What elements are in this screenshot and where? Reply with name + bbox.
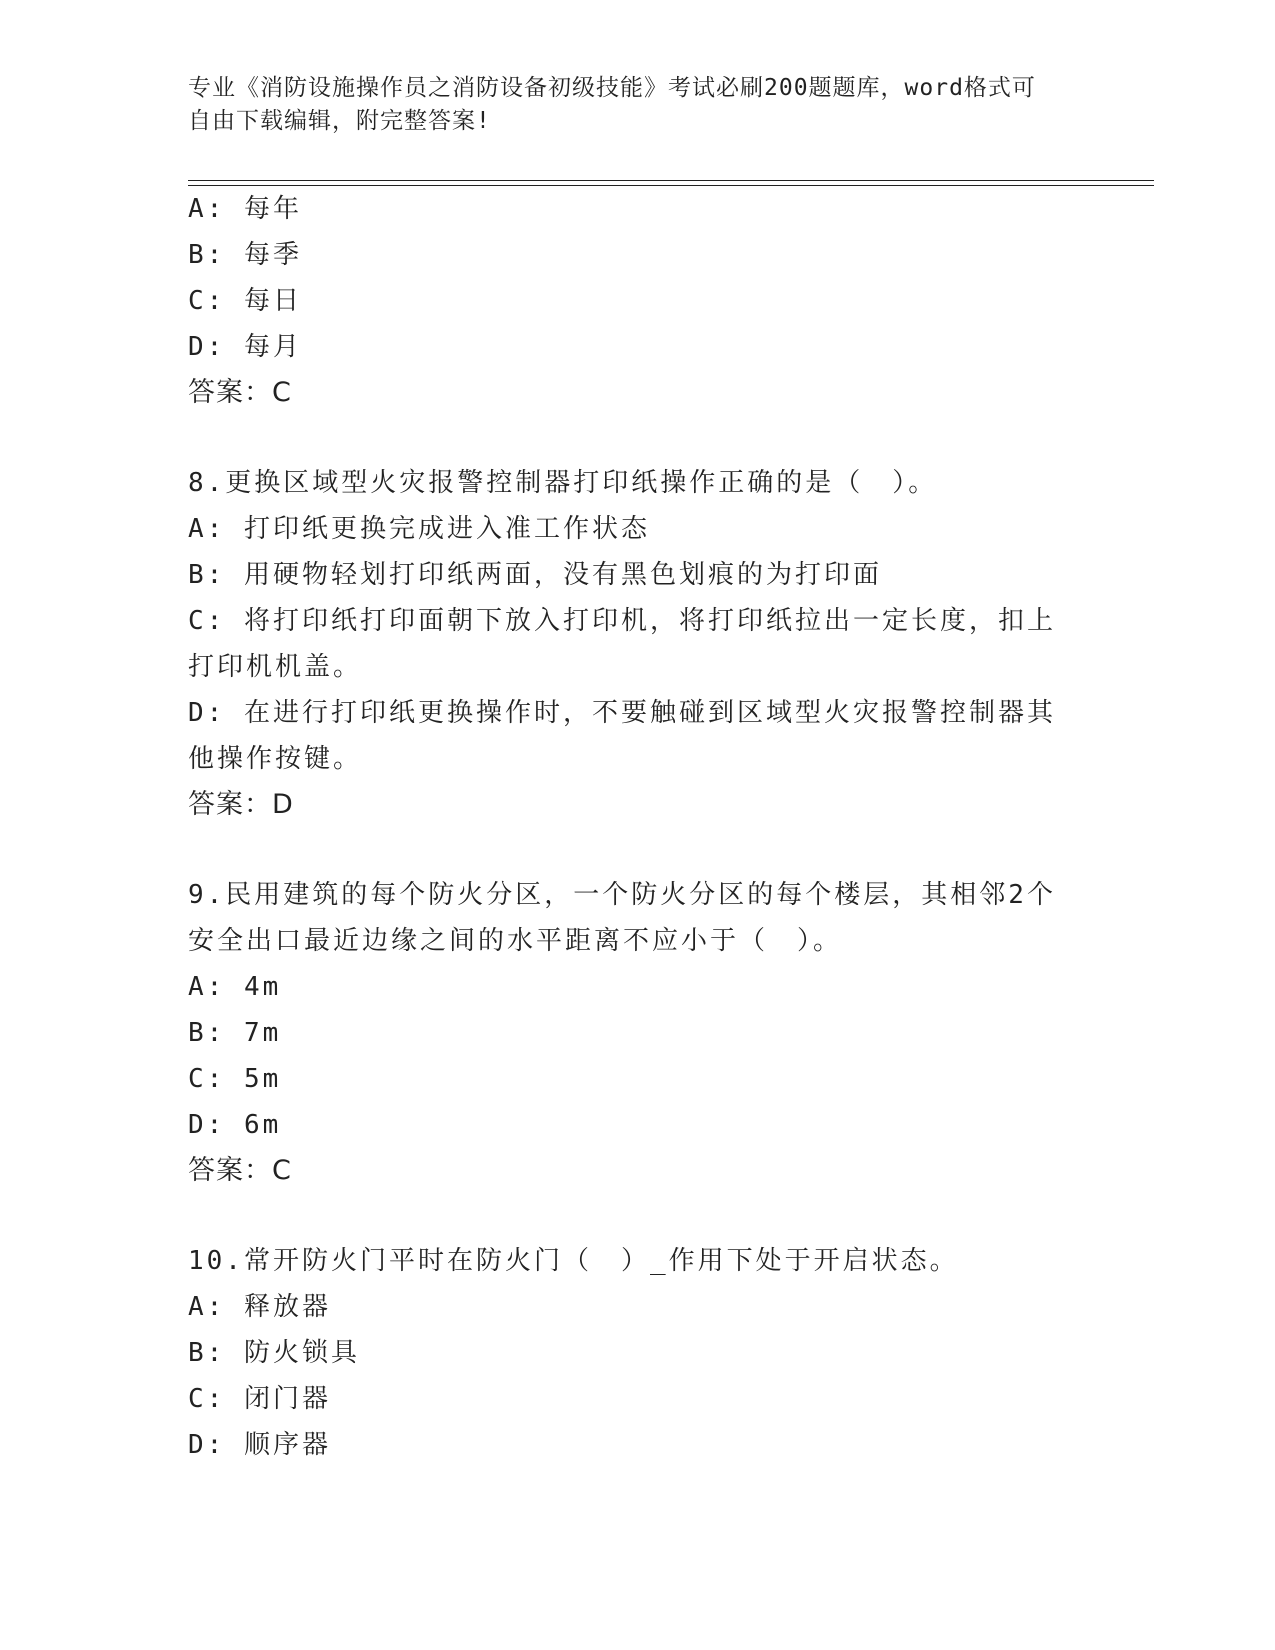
question-7-block <box>188 186 1088 416</box>
spacer <box>188 416 1088 460</box>
question-10-block <box>188 1238 1088 1468</box>
option-b: B: 7m <box>188 1018 282 1048</box>
option-d: D: 每月 <box>188 332 302 362</box>
option-b: B: 用硬物轻划打印纸两面，没有黑色划痕的为打印面 <box>188 560 882 590</box>
answer: 答案：C <box>188 377 292 408</box>
question-9-block <box>188 872 1088 1194</box>
option-a: A: 4m <box>188 972 282 1002</box>
option-b: B: 每季 <box>188 240 302 270</box>
option-c: C: 5m <box>188 1064 282 1094</box>
option-b: B: 防火锁具 <box>188 1338 360 1368</box>
question-text: 9.民用建筑的每个防火分区，一个防火分区的每个楼层，其相邻2个安全出口最近边缘之间的水平距离不应小于（ ）。 <box>188 880 1056 956</box>
question-list <box>188 186 1088 1468</box>
spacer <box>188 828 1088 872</box>
document-header <box>188 72 1068 138</box>
option-c: C: 每日 <box>188 286 302 316</box>
answer: 答案：D <box>188 789 294 820</box>
option-c: C: 闭门器 <box>188 1384 331 1414</box>
answer: 答案：C <box>188 1155 292 1186</box>
header-line-1: 专业《消防设施操作员之消防设备初级技能》考试必刷200题题库，word格式可 <box>188 75 1036 101</box>
question-text: 10.常开防火门平时在防火门（ ）_作用下处于开启状态。 <box>188 1246 959 1276</box>
question-8-block <box>188 460 1088 828</box>
option-d: D: 6m <box>188 1110 282 1140</box>
option-d: D: 在进行打印纸更换操作时，不要触碰到区域型火灾报警控制器其他操作按键。 <box>188 698 1056 774</box>
option-a: A: 释放器 <box>188 1292 331 1322</box>
spacer <box>188 1194 1088 1238</box>
option-c: C: 将打印纸打印面朝下放入打印机，将打印纸拉出一定长度，扣上打印机机盖。 <box>188 606 1056 682</box>
option-a: A: 每年 <box>188 194 302 224</box>
option-d: D: 顺序器 <box>188 1430 331 1460</box>
question-text: 8.更换区域型火灾报警控制器打印纸操作正确的是（ ）。 <box>188 468 938 498</box>
header-divider-top <box>188 180 1154 181</box>
header-line-2: 自由下载编辑，附完整答案! <box>188 108 491 134</box>
option-a: A: 打印纸更换完成进入准工作状态 <box>188 514 650 544</box>
